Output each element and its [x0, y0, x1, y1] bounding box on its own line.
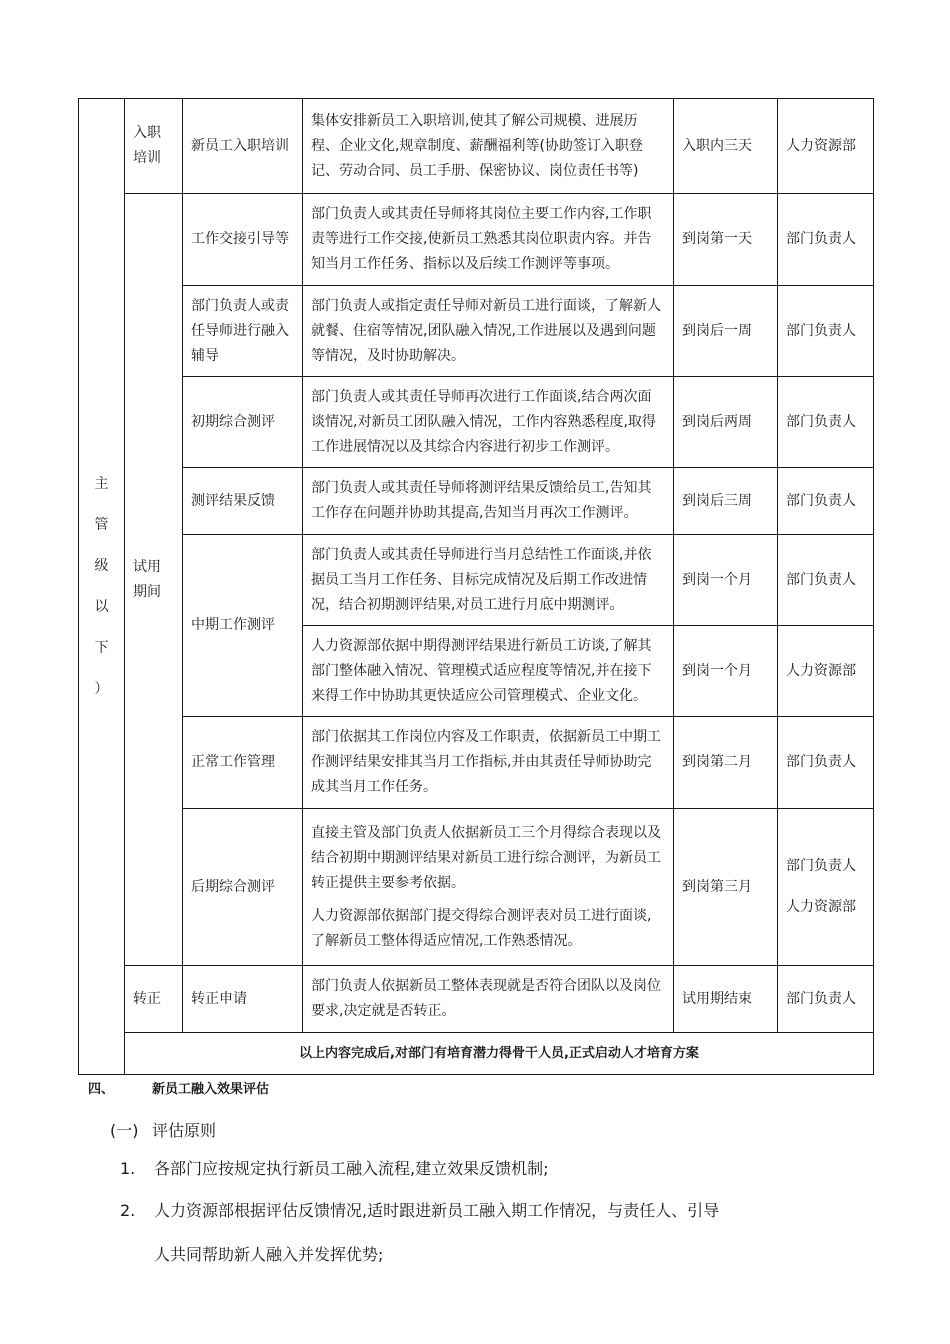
list-text: 各部门应按规定执行新员工融入流程,建立效果反馈机制; — [154, 1159, 549, 1178]
content-cell: 部门负责人或指定责任导师对新员工进行面谈，了解新人就餐、住宿等情况,团队融入情况,工作进展以及遇到问题等情况，及时协助解决。 — [303, 286, 674, 377]
item-cell: 测评结果反馈 — [183, 468, 303, 535]
content-cell: 部门负责人或其责任导师将测评结果反馈给员工,告知其工作存在问题并协助其提高,告知当月再次工作测评。 — [303, 468, 674, 535]
table-footer-row — [79, 1033, 874, 1075]
content-cell: 部门负责人依据新员工整体表现就是否符合团队以及岗位要求,决定就是否转正。 — [303, 966, 674, 1033]
stage-onboard: 入职培训 — [125, 99, 183, 194]
table-row — [79, 535, 874, 626]
time-cell: 到岗后两周 — [674, 377, 778, 468]
responsible-cell: 部门负责人 — [778, 535, 874, 626]
section-number: 四、 — [88, 1082, 115, 1097]
subsection-number: (一) — [110, 1121, 139, 1140]
content-cell: 部门负责人或其责任导师将其岗位主要工作内容,工作职责等进行工作交接,使新员工熟悉其岗位职责内容。并告知当月工作任务、指标以及后续工作测评等事项。 — [303, 194, 674, 286]
responsible-cell: 部门负责人 — [778, 468, 874, 535]
responsible-cell: 部门负责人 — [778, 286, 874, 377]
list-text: 人力资源部根据评估反馈情况,适时跟进新员工融入期工作情况，与责任人、引导 — [154, 1201, 720, 1220]
time-cell: 到岗第一天 — [674, 194, 778, 286]
list-text-continued: 人共同帮助新人融入并发挥优势; — [154, 1245, 384, 1264]
content-cell: 部门依据其工作岗位内容及工作职责，依据新员工中期工作测评结果安排其当月工作指标,并由其责任导师协助完成其当月工作任务。 — [303, 717, 674, 809]
content-paragraph: 人力资源部依据部门提交得综合测评表对员工进行面谈,了解新员工整体得适应情况,工作熟悉情况。 — [311, 907, 652, 949]
responsible-cell: 部门负责人 — [778, 966, 874, 1033]
content-cell: 部门负责人或其责任导师进行当月总结性工作面谈,并依据员工当月工作任务、目标完成情况及后期工作改进情况，结合初期测评结果,对员工进行月底中期测评。 — [303, 535, 674, 626]
item-cell: 部门负责人或责任导师进行融入辅导 — [183, 286, 303, 377]
subsection-title: 评估原则 — [152, 1121, 217, 1140]
table-row — [79, 194, 874, 286]
time-cell: 入职内三天 — [674, 99, 778, 194]
section-heading — [88, 1078, 269, 1097]
time-cell: 到岗后一周 — [674, 286, 778, 377]
item-cell: 正常工作管理 — [183, 717, 303, 809]
responsible-cell: 部门负责人 人力资源部 — [778, 809, 874, 966]
responsible-cell: 人力资源部 — [778, 99, 874, 194]
responsible-cell: 部门负责人 — [778, 377, 874, 468]
list-item — [120, 1194, 719, 1272]
category-cell: 主 管 级 以 下 ） — [79, 99, 125, 1075]
table-row — [79, 966, 874, 1033]
item-cell: 中期工作测评 — [183, 535, 303, 717]
table-row — [79, 809, 874, 966]
time-cell: 到岗一个月 — [674, 626, 778, 717]
table-row — [79, 717, 874, 809]
item-cell: 初期综合测评 — [183, 377, 303, 468]
subsection-heading — [110, 1118, 216, 1141]
responsible-cell: 部门负责人 — [778, 194, 874, 286]
stage-confirm: 转正 — [125, 966, 183, 1033]
content-paragraph: 直接主管及部门负责人依据新员工三个月得综合表现以及结合初期中期测评结果对新员工进行综合测评，为新员工转正提供主要参考依据。 — [311, 824, 661, 891]
table-footer: 以上内容完成后,对部门有培育潜力得骨干人员,正式启动人才培育方案 — [125, 1033, 874, 1075]
time-cell: 到岗一个月 — [674, 535, 778, 626]
time-cell: 到岗后三周 — [674, 468, 778, 535]
onboarding-process-table — [78, 98, 874, 1075]
time-cell: 试用期结束 — [674, 966, 778, 1033]
list-number: 2. — [120, 1201, 136, 1220]
content-cell — [303, 809, 674, 966]
item-cell: 后期综合测评 — [183, 809, 303, 966]
list-item — [120, 1152, 548, 1186]
table-row — [79, 99, 874, 194]
item-cell: 工作交接引导等 — [183, 194, 303, 286]
item-cell: 转正申请 — [183, 966, 303, 1033]
table-row — [79, 286, 874, 377]
responsible-cell: 人力资源部 — [778, 626, 874, 717]
time-cell: 到岗第二月 — [674, 717, 778, 809]
stage-probation: 试用期间 — [125, 194, 183, 966]
section-title: 新员工融入效果评估 — [152, 1082, 270, 1097]
item-cell: 新员工入职培训 — [183, 99, 303, 194]
time-cell: 到岗第三月 — [674, 809, 778, 966]
table-row — [79, 377, 874, 468]
table-row — [79, 468, 874, 535]
content-cell: 集体安排新员工入职培训,使其了解公司规模、进展历程、企业文化,规章制度、薪酬福利等(协助签订入职登记、劳动合同、员工手册、保密协议、岗位责任书等) — [303, 99, 674, 194]
responsible-cell: 部门负责人 — [778, 717, 874, 809]
list-number: 1. — [120, 1159, 136, 1178]
content-cell: 人力资源部依据中期得测评结果进行新员工访谈,了解其部门整体融入情况、管理模式适应程度等情况,并在接下来得工作中协助其更快适应公司管理模式、企业文化。 — [303, 626, 674, 717]
content-cell: 部门负责人或其责任导师再次进行工作面谈,结合两次面谈情况,对新员工团队融入情况，工作内容熟悉程度,取得工作进展情况以及其综合内容进行初步工作测评。 — [303, 377, 674, 468]
